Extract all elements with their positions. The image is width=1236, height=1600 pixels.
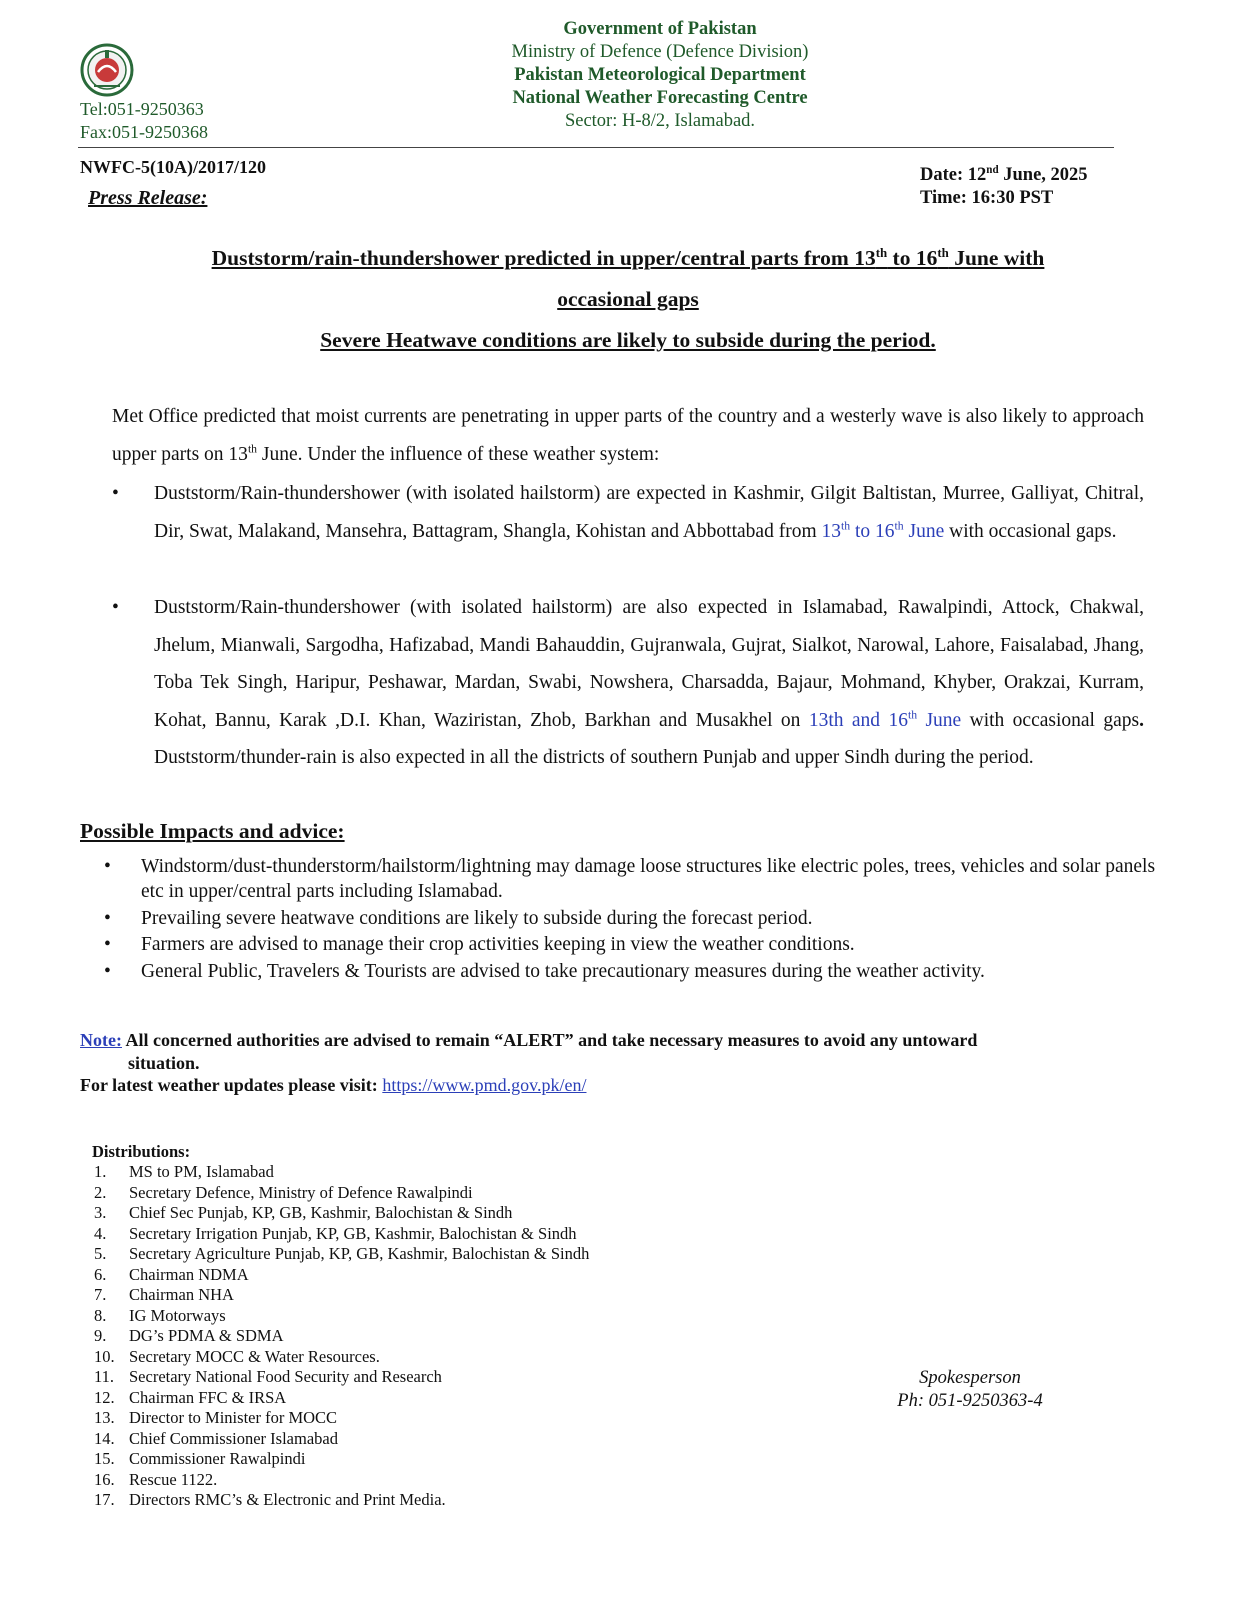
list-item: 12. Chairman FFC & IRSA [94,1387,287,1407]
pmd-logo [76,42,138,98]
signature-block [880,1367,1060,1412]
intro-paragraph: Met Office predicted that moist currents are penetrating in upper parts of the country and a westerly wave is also likely to approach upper parts on 13th June. Under the influence of these weather system: [112,406,1144,465]
list-item: 5. Secretary Agriculture Punjab, KP, GB, Kashmir, Balochistan & Sindh [94,1244,590,1263]
list-item: 2. Secretary Defence, Ministry of Defence Rawalpindi [94,1182,473,1202]
list-item: 1. MS to PM, Islamabad [94,1162,274,1181]
list-item: • Prevailing severe heatwave conditions are likely to subside during the forecast period. [104,907,813,929]
fax-number: Fax:051-9250368 [80,122,208,142]
distributions-heading: Distributions: [92,1142,191,1161]
org-ministry: Ministry of Defence (Defence Division) [511,42,809,62]
list-item: 17. Directors RMC’s & Electronic and Print Media. [94,1490,446,1509]
website-line: For latest weather updates please visit: https://www.pmd.gov.pk/en/ [80,1075,587,1095]
bullet-icon: • [104,934,111,955]
note-label: Note: [80,1030,122,1050]
list-item: 4. Secretary Irrigation Punjab, KP, GB, Kashmir, Balochistan & Sindh [94,1223,577,1243]
bullet-icon: • [112,597,119,618]
list-item: 6. Chairman NDMA [94,1264,249,1284]
list-item: 3. Chief Sec Punjab, KP, GB, Kashmir, Balochistan & Sindh [94,1203,513,1222]
headline-line-2: occasional gaps [557,287,699,311]
list-item: • General Public, Travelers & Tourists are advised to take precautionary measures during the weather activity. [104,960,985,982]
pmd-website-link[interactable]: https://www.pmd.gov.pk/en/ [382,1075,587,1095]
distributions-list [94,1162,589,1511]
spokesperson-phone: Ph: 051-9250363-4 [897,1390,1043,1411]
list-item: 16. Rescue 1122. [94,1469,218,1489]
headline-subtitle: Severe Heatwave conditions are likely to subside during the period. [320,328,936,352]
reference-number: NWFC-5(10A)/2017/120 [80,157,266,177]
bullet-icon: • [104,856,111,877]
list-item: • Windstorm/dust-thunderstorm/hailstorm/lightning may damage loose structures like electric poles, trees, vehicles and solar panels etc in upper/central parts including Islamabad. [104,856,1156,902]
forecast-bullet-2: • Duststorm/Rain-thundershower (with isolated hailstorm) are also expected in Islamabad, Rawalpindi, Attock, Chakwal, Jhelum, Mianwali, Sargodha, Hafizabad, Mandi Bahauddin, Gujranwala, Gujrat, Sialkot, Narowal, Lahore, Faisalabad, Jhang, Toba Tek Singh, Haripur, Peshawar, Mardan, Swabi, Nowshera, Charsadda, Bajaur, Mohmand, Khyber, Orakzai, Kurram, Kohat, Bannu, Karak ,D.I. Khan, Waziristan, Zhob, Barkhan and Musakhel on 13th and 16th June with occasional gaps. Duststorm/thunder-rain is also expected in all the districts of southern Punjab and upper Sindh during the period. [112,589,1144,777]
release-date: Date: 12nd June, 2025 [920,163,1088,185]
list-item: 15. Commissioner Rawalpindi [94,1449,306,1468]
headline [100,238,1156,361]
date-time-block [920,164,1088,210]
org-centre: National Weather Forecasting Centre [512,88,808,108]
note-block [80,1029,1140,1097]
forecast-bullet-1: • Duststorm/Rain-thundershower (with isolated hailstorm) are expected in Kashmir, Gilgit Baltistan, Murree, Galliyat, Chitral, Dir, Swat, Malakand, Mansehra, Battagram, Shangla, Kohistan and Abbottabad from 13th to 16th June with occasional gaps. [112,475,1144,550]
header-divider [78,147,1114,148]
organization-block [470,18,850,133]
impacts-list [104,854,1164,985]
org-government: Government of Pakistan [563,19,757,39]
press-release-label: Press Release: [88,187,208,209]
list-item: • Farmers are advised to manage their crop activities keeping in view the weather conditions. [104,934,855,955]
note-text: Note: All concerned authorities are advised to remain “ALERT” and take necessary measures to avoid any untoward [80,1030,978,1050]
list-item: 8. IG Motorways [94,1305,226,1325]
list-item: 14. Chief Commissioner Islamabad [94,1428,338,1448]
tel-number: Tel:051-9250363 [80,99,204,119]
org-address: Sector: H-8/2, Islamabad. [564,111,756,131]
date-range-highlight: 13th and 16th June [808,708,962,731]
list-item: 10. Secretary MOCC & Water Resources. [94,1346,380,1366]
spokesperson-title: Spokesperson [919,1368,1021,1388]
list-item: 9. DG’s PDMA & SDMA [94,1326,284,1345]
bullet-icon: • [104,960,111,982]
org-department: Pakistan Meteorological Department [514,65,806,85]
list-item: 11. Secretary National Food Security and Research [94,1367,442,1386]
impacts-heading: Possible Impacts and advice: [80,819,345,843]
list-item: 13. Director to Minister for MOCC [94,1408,338,1427]
list-item: 7. Chairman NHA [94,1285,234,1304]
release-time: Time: 16:30 PST [920,188,1054,208]
bullet-icon: • [112,483,119,504]
date-range-highlight: 13th to 16th June [821,519,945,542]
pmd-emblem-icon [76,42,138,98]
contact-numbers [80,98,208,144]
headline-line-1: Duststorm/rain-thundershower predicted in upper/central parts from 13th to 16th June with [211,245,1045,270]
note-text-cont: situation. [128,1052,200,1073]
bullet-icon: • [104,907,111,929]
